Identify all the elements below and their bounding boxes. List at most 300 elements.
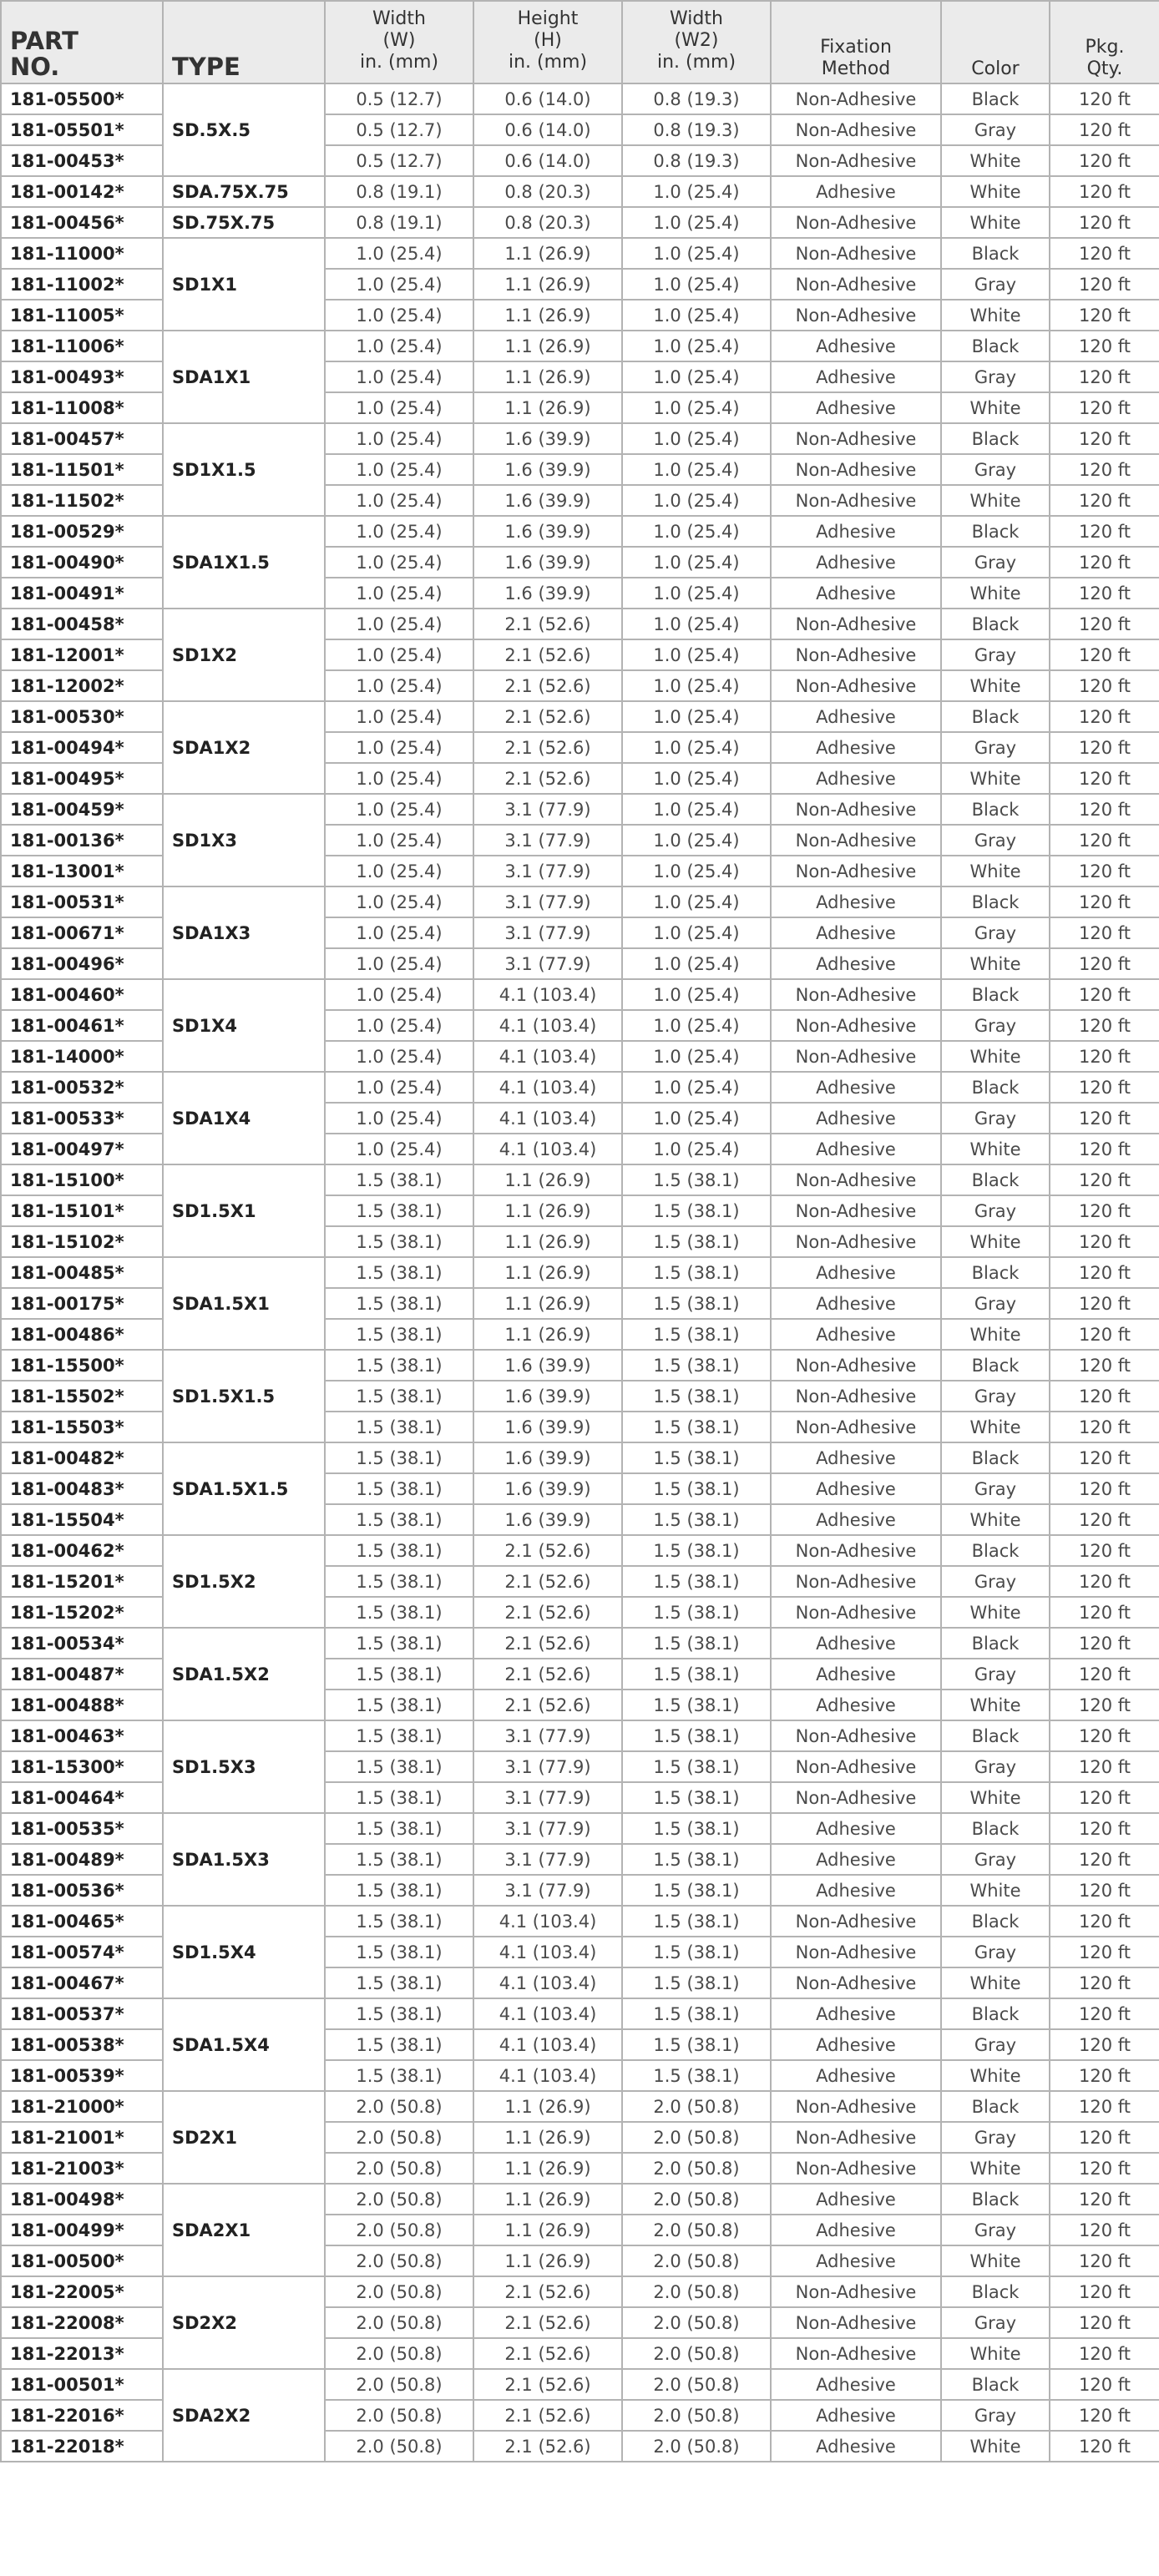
- part-number-cell: 181-00494*: [1, 732, 163, 763]
- width2-cell: 1.0 (25.4): [622, 1103, 771, 1134]
- height-cell: 2.1 (52.6): [473, 2338, 622, 2369]
- pkg-qty-cell: 120 ft: [1050, 1597, 1159, 1628]
- height-cell: 0.6 (14.0): [473, 145, 622, 176]
- type-cell: SD1.5X2: [163, 1535, 325, 1628]
- width2-cell: 1.0 (25.4): [622, 392, 771, 423]
- color-cell: Gray: [941, 2400, 1050, 2431]
- part-number-cell: 181-12002*: [1, 670, 163, 701]
- table-row: [1, 1720, 1159, 1751]
- color-cell: Black: [941, 1628, 1050, 1659]
- table-row: [1, 516, 1159, 547]
- fixation-cell: Non-Adhesive: [771, 2307, 941, 2338]
- width2-cell: 1.0 (25.4): [622, 979, 771, 1010]
- height-cell: 0.6 (14.0): [473, 83, 622, 114]
- height-cell: 1.6 (39.9): [473, 1350, 622, 1381]
- type-cell: SDA1.5X4: [163, 1998, 325, 2091]
- part-number-cell: 181-11501*: [1, 454, 163, 485]
- fixation-cell: Adhesive: [771, 917, 941, 948]
- part-number-cell: 181-00142*: [1, 176, 163, 207]
- width-cell: 1.0 (25.4): [325, 609, 473, 639]
- pkg-qty-cell: 120 ft: [1050, 176, 1159, 207]
- color-cell: Gray: [941, 1103, 1050, 1134]
- width-cell: 1.0 (25.4): [325, 1103, 473, 1134]
- width-cell: 1.5 (38.1): [325, 2060, 473, 2091]
- part-number-cell: 181-15500*: [1, 1350, 163, 1381]
- fixation-cell: Non-Adhesive: [771, 83, 941, 114]
- type-cell: SD1X4: [163, 979, 325, 1072]
- pkg-qty-cell: 120 ft: [1050, 1412, 1159, 1442]
- fixation-cell: Non-Adhesive: [771, 300, 941, 331]
- height-cell: 2.1 (52.6): [473, 609, 622, 639]
- pkg-qty-cell: 120 ft: [1050, 1535, 1159, 1566]
- fixation-cell: Non-Adhesive: [771, 1350, 941, 1381]
- width-cell: 1.0 (25.4): [325, 639, 473, 670]
- pkg-qty-cell: 120 ft: [1050, 2307, 1159, 2338]
- width-cell: 1.0 (25.4): [325, 763, 473, 794]
- pkg-qty-cell: 120 ft: [1050, 1072, 1159, 1103]
- width2-cell: 2.0 (50.8): [622, 2245, 771, 2276]
- height-cell: 1.1 (26.9): [473, 2184, 622, 2215]
- pkg-qty-cell: 120 ft: [1050, 300, 1159, 331]
- type-cell: SDA1X2: [163, 701, 325, 794]
- width-cell: 1.5 (38.1): [325, 1566, 473, 1597]
- fixation-cell: Adhesive: [771, 2184, 941, 2215]
- part-number-cell: 181-00490*: [1, 547, 163, 578]
- part-number-cell: 181-00463*: [1, 1720, 163, 1751]
- width-cell: 1.5 (38.1): [325, 1504, 473, 1535]
- fixation-cell: Adhesive: [771, 1103, 941, 1134]
- part-number-cell: 181-00535*: [1, 1813, 163, 1844]
- width-cell: 2.0 (50.8): [325, 2431, 473, 2462]
- pkg-qty-cell: 120 ft: [1050, 1906, 1159, 1937]
- width2-cell: 2.0 (50.8): [622, 2122, 771, 2153]
- pkg-qty-cell: 120 ft: [1050, 1195, 1159, 1226]
- fixation-cell: Non-Adhesive: [771, 114, 941, 145]
- table-row: [1, 609, 1159, 639]
- height-cell: 1.1 (26.9): [473, 238, 622, 269]
- width2-cell: 1.0 (25.4): [622, 1072, 771, 1103]
- type-cell: SD1X2: [163, 609, 325, 701]
- part-number-cell: 181-15101*: [1, 1195, 163, 1226]
- header-width2: Width (W2) in. (mm): [622, 1, 771, 83]
- table-row: [1, 2276, 1159, 2307]
- pkg-qty-cell: 120 ft: [1050, 1473, 1159, 1504]
- pkg-qty-cell: 120 ft: [1050, 1813, 1159, 1844]
- width2-cell: 1.5 (38.1): [622, 1288, 771, 1319]
- pkg-qty-cell: 120 ft: [1050, 886, 1159, 917]
- type-cell: SDA1X4: [163, 1072, 325, 1164]
- height-cell: 1.1 (26.9): [473, 361, 622, 392]
- pkg-qty-cell: 120 ft: [1050, 454, 1159, 485]
- pkg-qty-cell: 120 ft: [1050, 1164, 1159, 1195]
- fixation-cell: Adhesive: [771, 331, 941, 361]
- fixation-cell: Non-Adhesive: [771, 1720, 941, 1751]
- type-cell: SDA1.5X1.5: [163, 1442, 325, 1535]
- header-type: TYPE: [163, 1, 325, 83]
- width-cell: 2.0 (50.8): [325, 2215, 473, 2245]
- width2-cell: 1.5 (38.1): [622, 1473, 771, 1504]
- fixation-cell: Non-Adhesive: [771, 1381, 941, 1412]
- color-cell: Gray: [941, 361, 1050, 392]
- fixation-cell: Adhesive: [771, 578, 941, 609]
- color-cell: White: [941, 763, 1050, 794]
- width-cell: 1.0 (25.4): [325, 886, 473, 917]
- pkg-qty-cell: 120 ft: [1050, 1844, 1159, 1875]
- pkg-qty-cell: 120 ft: [1050, 83, 1159, 114]
- height-cell: 4.1 (103.4): [473, 1134, 622, 1164]
- height-cell: 4.1 (103.4): [473, 1937, 622, 1967]
- width-cell: 1.5 (38.1): [325, 1937, 473, 1967]
- height-cell: 1.1 (26.9): [473, 1164, 622, 1195]
- type-cell: SD1X3: [163, 794, 325, 886]
- table-row: [1, 1164, 1159, 1195]
- width2-cell: 2.0 (50.8): [622, 2400, 771, 2431]
- part-number-cell: 181-00532*: [1, 1072, 163, 1103]
- width2-cell: 2.0 (50.8): [622, 2153, 771, 2184]
- part-number-cell: 181-11008*: [1, 392, 163, 423]
- color-cell: White: [941, 670, 1050, 701]
- width-cell: 1.5 (38.1): [325, 1967, 473, 1998]
- width-cell: 1.0 (25.4): [325, 454, 473, 485]
- color-cell: Black: [941, 979, 1050, 1010]
- pkg-qty-cell: 120 ft: [1050, 2245, 1159, 2276]
- table-row: [1, 794, 1159, 825]
- part-number-cell: 181-00456*: [1, 207, 163, 238]
- fixation-cell: Non-Adhesive: [771, 238, 941, 269]
- fixation-cell: Non-Adhesive: [771, 1967, 941, 1998]
- height-cell: 3.1 (77.9): [473, 886, 622, 917]
- width-cell: 1.0 (25.4): [325, 1134, 473, 1164]
- width-cell: 1.0 (25.4): [325, 917, 473, 948]
- color-cell: White: [941, 1690, 1050, 1720]
- color-cell: White: [941, 1134, 1050, 1164]
- fixation-cell: Adhesive: [771, 1998, 941, 2029]
- height-cell: 4.1 (103.4): [473, 1010, 622, 1041]
- table-row: [1, 2369, 1159, 2400]
- width-cell: 1.0 (25.4): [325, 794, 473, 825]
- table-row: [1, 1350, 1159, 1381]
- pkg-qty-cell: 120 ft: [1050, 361, 1159, 392]
- color-cell: Black: [941, 794, 1050, 825]
- table-row: [1, 331, 1159, 361]
- fixation-cell: Adhesive: [771, 701, 941, 732]
- table-row: [1, 83, 1159, 114]
- color-cell: White: [941, 176, 1050, 207]
- width-cell: 1.0 (25.4): [325, 701, 473, 732]
- fixation-cell: Adhesive: [771, 1257, 941, 1288]
- width-cell: 1.0 (25.4): [325, 269, 473, 300]
- color-cell: White: [941, 2338, 1050, 2369]
- fixation-cell: Non-Adhesive: [771, 794, 941, 825]
- fixation-cell: Adhesive: [771, 516, 941, 547]
- color-cell: Black: [941, 1257, 1050, 1288]
- part-number-cell: 181-15202*: [1, 1597, 163, 1628]
- color-cell: Black: [941, 2276, 1050, 2307]
- part-number-cell: 181-22016*: [1, 2400, 163, 2431]
- width2-cell: 1.5 (38.1): [622, 2060, 771, 2091]
- part-number-cell: 181-00491*: [1, 578, 163, 609]
- height-cell: 4.1 (103.4): [473, 979, 622, 1010]
- pkg-qty-cell: 120 ft: [1050, 1937, 1159, 1967]
- height-cell: 4.1 (103.4): [473, 1998, 622, 2029]
- color-cell: Black: [941, 1535, 1050, 1566]
- color-cell: White: [941, 1967, 1050, 1998]
- fixation-cell: Non-Adhesive: [771, 825, 941, 856]
- part-number-cell: 181-12001*: [1, 639, 163, 670]
- width-cell: 1.0 (25.4): [325, 670, 473, 701]
- fixation-cell: Adhesive: [771, 547, 941, 578]
- color-cell: White: [941, 1875, 1050, 1906]
- width2-cell: 1.5 (38.1): [622, 1164, 771, 1195]
- type-cell: SD1X1.5: [163, 423, 325, 516]
- part-number-cell: 181-00500*: [1, 2245, 163, 2276]
- height-cell: 1.1 (26.9): [473, 2245, 622, 2276]
- width-cell: 2.0 (50.8): [325, 2122, 473, 2153]
- part-number-cell: 181-00457*: [1, 423, 163, 454]
- color-cell: Black: [941, 1720, 1050, 1751]
- color-cell: Gray: [941, 1659, 1050, 1690]
- height-cell: 1.6 (39.9): [473, 1473, 622, 1504]
- pkg-qty-cell: 120 ft: [1050, 609, 1159, 639]
- color-cell: Gray: [941, 917, 1050, 948]
- width2-cell: 1.5 (38.1): [622, 1782, 771, 1813]
- color-cell: Black: [941, 2184, 1050, 2215]
- fixation-cell: Non-Adhesive: [771, 1906, 941, 1937]
- color-cell: White: [941, 578, 1050, 609]
- width2-cell: 1.5 (38.1): [622, 1566, 771, 1597]
- color-cell: Gray: [941, 1566, 1050, 1597]
- width2-cell: 1.0 (25.4): [622, 207, 771, 238]
- width2-cell: 0.8 (19.3): [622, 114, 771, 145]
- pkg-qty-cell: 120 ft: [1050, 1782, 1159, 1813]
- height-cell: 3.1 (77.9): [473, 1813, 622, 1844]
- width-cell: 1.0 (25.4): [325, 238, 473, 269]
- type-cell: SD2X1: [163, 2091, 325, 2184]
- color-cell: Gray: [941, 1010, 1050, 1041]
- pkg-qty-cell: 120 ft: [1050, 979, 1159, 1010]
- height-cell: 2.1 (52.6): [473, 2400, 622, 2431]
- fixation-cell: Non-Adhesive: [771, 269, 941, 300]
- color-cell: Gray: [941, 1288, 1050, 1319]
- table-row: [1, 1998, 1159, 2029]
- part-number-cell: 181-00136*: [1, 825, 163, 856]
- color-cell: White: [941, 1041, 1050, 1072]
- color-cell: Gray: [941, 1844, 1050, 1875]
- part-number-cell: 181-00671*: [1, 917, 163, 948]
- width-cell: 1.5 (38.1): [325, 1813, 473, 1844]
- pkg-qty-cell: 120 ft: [1050, 2029, 1159, 2060]
- width-cell: 1.5 (38.1): [325, 1350, 473, 1381]
- pkg-qty-cell: 120 ft: [1050, 2122, 1159, 2153]
- part-number-cell: 181-05501*: [1, 114, 163, 145]
- width-cell: 1.0 (25.4): [325, 300, 473, 331]
- part-number-cell: 181-00488*: [1, 1690, 163, 1720]
- part-number-cell: 181-00459*: [1, 794, 163, 825]
- fixation-cell: Adhesive: [771, 1628, 941, 1659]
- height-cell: 2.1 (52.6): [473, 670, 622, 701]
- part-number-cell: 181-15503*: [1, 1412, 163, 1442]
- pkg-qty-cell: 120 ft: [1050, 2060, 1159, 2091]
- color-cell: White: [941, 145, 1050, 176]
- width2-cell: 1.5 (38.1): [622, 1844, 771, 1875]
- type-cell: SD.75X.75: [163, 207, 325, 238]
- color-cell: White: [941, 948, 1050, 979]
- type-cell: SDA1.5X3: [163, 1813, 325, 1906]
- width2-cell: 1.0 (25.4): [622, 763, 771, 794]
- color-cell: Gray: [941, 732, 1050, 763]
- pkg-qty-cell: 120 ft: [1050, 1720, 1159, 1751]
- pkg-qty-cell: 120 ft: [1050, 2091, 1159, 2122]
- pkg-qty-cell: 120 ft: [1050, 1134, 1159, 1164]
- width-cell: 2.0 (50.8): [325, 2369, 473, 2400]
- width-cell: 2.0 (50.8): [325, 2400, 473, 2431]
- height-cell: 2.1 (52.6): [473, 732, 622, 763]
- fixation-cell: Adhesive: [771, 2369, 941, 2400]
- width2-cell: 1.0 (25.4): [622, 917, 771, 948]
- pkg-qty-cell: 120 ft: [1050, 1288, 1159, 1319]
- fixation-cell: Non-Adhesive: [771, 207, 941, 238]
- width-cell: 1.0 (25.4): [325, 948, 473, 979]
- fixation-cell: Non-Adhesive: [771, 1412, 941, 1442]
- height-cell: 1.6 (39.9): [473, 547, 622, 578]
- width-cell: 1.0 (25.4): [325, 361, 473, 392]
- height-cell: 3.1 (77.9): [473, 794, 622, 825]
- height-cell: 2.1 (52.6): [473, 1690, 622, 1720]
- height-cell: 1.6 (39.9): [473, 1504, 622, 1535]
- width2-cell: 1.5 (38.1): [622, 1535, 771, 1566]
- part-number-cell: 181-15300*: [1, 1751, 163, 1782]
- height-cell: 1.6 (39.9): [473, 578, 622, 609]
- color-cell: Gray: [941, 825, 1050, 856]
- color-cell: Black: [941, 1442, 1050, 1473]
- fixation-cell: Non-Adhesive: [771, 1041, 941, 1072]
- pkg-qty-cell: 120 ft: [1050, 1350, 1159, 1381]
- fixation-cell: Adhesive: [771, 1504, 941, 1535]
- pkg-qty-cell: 120 ft: [1050, 516, 1159, 547]
- width2-cell: 1.5 (38.1): [622, 2029, 771, 2060]
- part-number-cell: 181-11502*: [1, 485, 163, 516]
- part-number-cell: 181-00536*: [1, 1875, 163, 1906]
- width2-cell: 1.0 (25.4): [622, 639, 771, 670]
- fixation-cell: Non-Adhesive: [771, 1937, 941, 1967]
- fixation-cell: Adhesive: [771, 1473, 941, 1504]
- table-row: [1, 1906, 1159, 1937]
- width2-cell: 1.0 (25.4): [622, 1134, 771, 1164]
- width-cell: 1.0 (25.4): [325, 732, 473, 763]
- width-cell: 1.0 (25.4): [325, 547, 473, 578]
- type-cell: SDA1X1: [163, 331, 325, 423]
- pkg-qty-cell: 120 ft: [1050, 1103, 1159, 1134]
- part-number-cell: 181-22018*: [1, 2431, 163, 2462]
- fixation-cell: Adhesive: [771, 361, 941, 392]
- width2-cell: 1.5 (38.1): [622, 1659, 771, 1690]
- part-number-cell: 181-14000*: [1, 1041, 163, 1072]
- color-cell: Gray: [941, 1195, 1050, 1226]
- width-cell: 2.0 (50.8): [325, 2307, 473, 2338]
- part-number-cell: 181-00534*: [1, 1628, 163, 1659]
- width-cell: 1.0 (25.4): [325, 516, 473, 547]
- width-cell: 1.0 (25.4): [325, 825, 473, 856]
- part-number-cell: 181-00537*: [1, 1998, 163, 2029]
- height-cell: 1.6 (39.9): [473, 454, 622, 485]
- part-number-cell: 181-00531*: [1, 886, 163, 917]
- height-cell: 4.1 (103.4): [473, 2029, 622, 2060]
- width2-cell: 1.0 (25.4): [622, 670, 771, 701]
- pkg-qty-cell: 120 ft: [1050, 578, 1159, 609]
- part-number-cell: 181-00461*: [1, 1010, 163, 1041]
- width2-cell: 1.5 (38.1): [622, 1690, 771, 1720]
- width-cell: 1.5 (38.1): [325, 1226, 473, 1257]
- width-cell: 0.5 (12.7): [325, 83, 473, 114]
- pkg-qty-cell: 120 ft: [1050, 1504, 1159, 1535]
- height-cell: 3.1 (77.9): [473, 917, 622, 948]
- part-number-cell: 181-00496*: [1, 948, 163, 979]
- pkg-qty-cell: 120 ft: [1050, 794, 1159, 825]
- pkg-qty-cell: 120 ft: [1050, 1967, 1159, 1998]
- part-number-cell: 181-00539*: [1, 2060, 163, 2091]
- fixation-cell: Adhesive: [771, 2245, 941, 2276]
- pkg-qty-cell: 120 ft: [1050, 763, 1159, 794]
- height-cell: 4.1 (103.4): [473, 2060, 622, 2091]
- header-pkg-qty: Pkg. Qty.: [1050, 1, 1159, 83]
- pkg-qty-cell: 120 ft: [1050, 948, 1159, 979]
- height-cell: 2.1 (52.6): [473, 2369, 622, 2400]
- width-cell: 1.5 (38.1): [325, 1319, 473, 1350]
- part-number-cell: 181-22013*: [1, 2338, 163, 2369]
- fixation-cell: Adhesive: [771, 1813, 941, 1844]
- height-cell: 4.1 (103.4): [473, 1906, 622, 1937]
- width-cell: 0.8 (19.1): [325, 176, 473, 207]
- color-cell: White: [941, 2431, 1050, 2462]
- width-cell: 1.5 (38.1): [325, 1690, 473, 1720]
- pkg-qty-cell: 120 ft: [1050, 2369, 1159, 2400]
- height-cell: 1.1 (26.9): [473, 392, 622, 423]
- part-number-cell: 181-00453*: [1, 145, 163, 176]
- table-header: [1, 1, 1159, 83]
- width-cell: 1.0 (25.4): [325, 423, 473, 454]
- part-number-cell: 181-00489*: [1, 1844, 163, 1875]
- color-cell: White: [941, 2245, 1050, 2276]
- height-cell: 1.1 (26.9): [473, 331, 622, 361]
- type-cell: SDA1.5X1: [163, 1257, 325, 1350]
- type-cell: SD1.5X1: [163, 1164, 325, 1257]
- fixation-cell: Adhesive: [771, 1072, 941, 1103]
- width2-cell: 1.0 (25.4): [622, 609, 771, 639]
- width-cell: 1.0 (25.4): [325, 392, 473, 423]
- part-number-cell: 181-00458*: [1, 609, 163, 639]
- pkg-qty-cell: 120 ft: [1050, 1690, 1159, 1720]
- width2-cell: 1.5 (38.1): [622, 1257, 771, 1288]
- part-number-cell: 181-21003*: [1, 2153, 163, 2184]
- width2-cell: 1.5 (38.1): [622, 1937, 771, 1967]
- fixation-cell: Adhesive: [771, 1442, 941, 1473]
- height-cell: 1.1 (26.9): [473, 1319, 622, 1350]
- table-row: [1, 886, 1159, 917]
- fixation-cell: Adhesive: [771, 2400, 941, 2431]
- color-cell: Black: [941, 1072, 1050, 1103]
- width2-cell: 2.0 (50.8): [622, 2369, 771, 2400]
- part-number-cell: 181-00530*: [1, 701, 163, 732]
- table-row: [1, 1442, 1159, 1473]
- width2-cell: 1.0 (25.4): [622, 856, 771, 886]
- pkg-qty-cell: 120 ft: [1050, 1226, 1159, 1257]
- width2-cell: 2.0 (50.8): [622, 2091, 771, 2122]
- width2-cell: 1.5 (38.1): [622, 1319, 771, 1350]
- color-cell: Black: [941, 516, 1050, 547]
- width-cell: 1.5 (38.1): [325, 1844, 473, 1875]
- pkg-qty-cell: 120 ft: [1050, 207, 1159, 238]
- height-cell: 1.6 (39.9): [473, 1381, 622, 1412]
